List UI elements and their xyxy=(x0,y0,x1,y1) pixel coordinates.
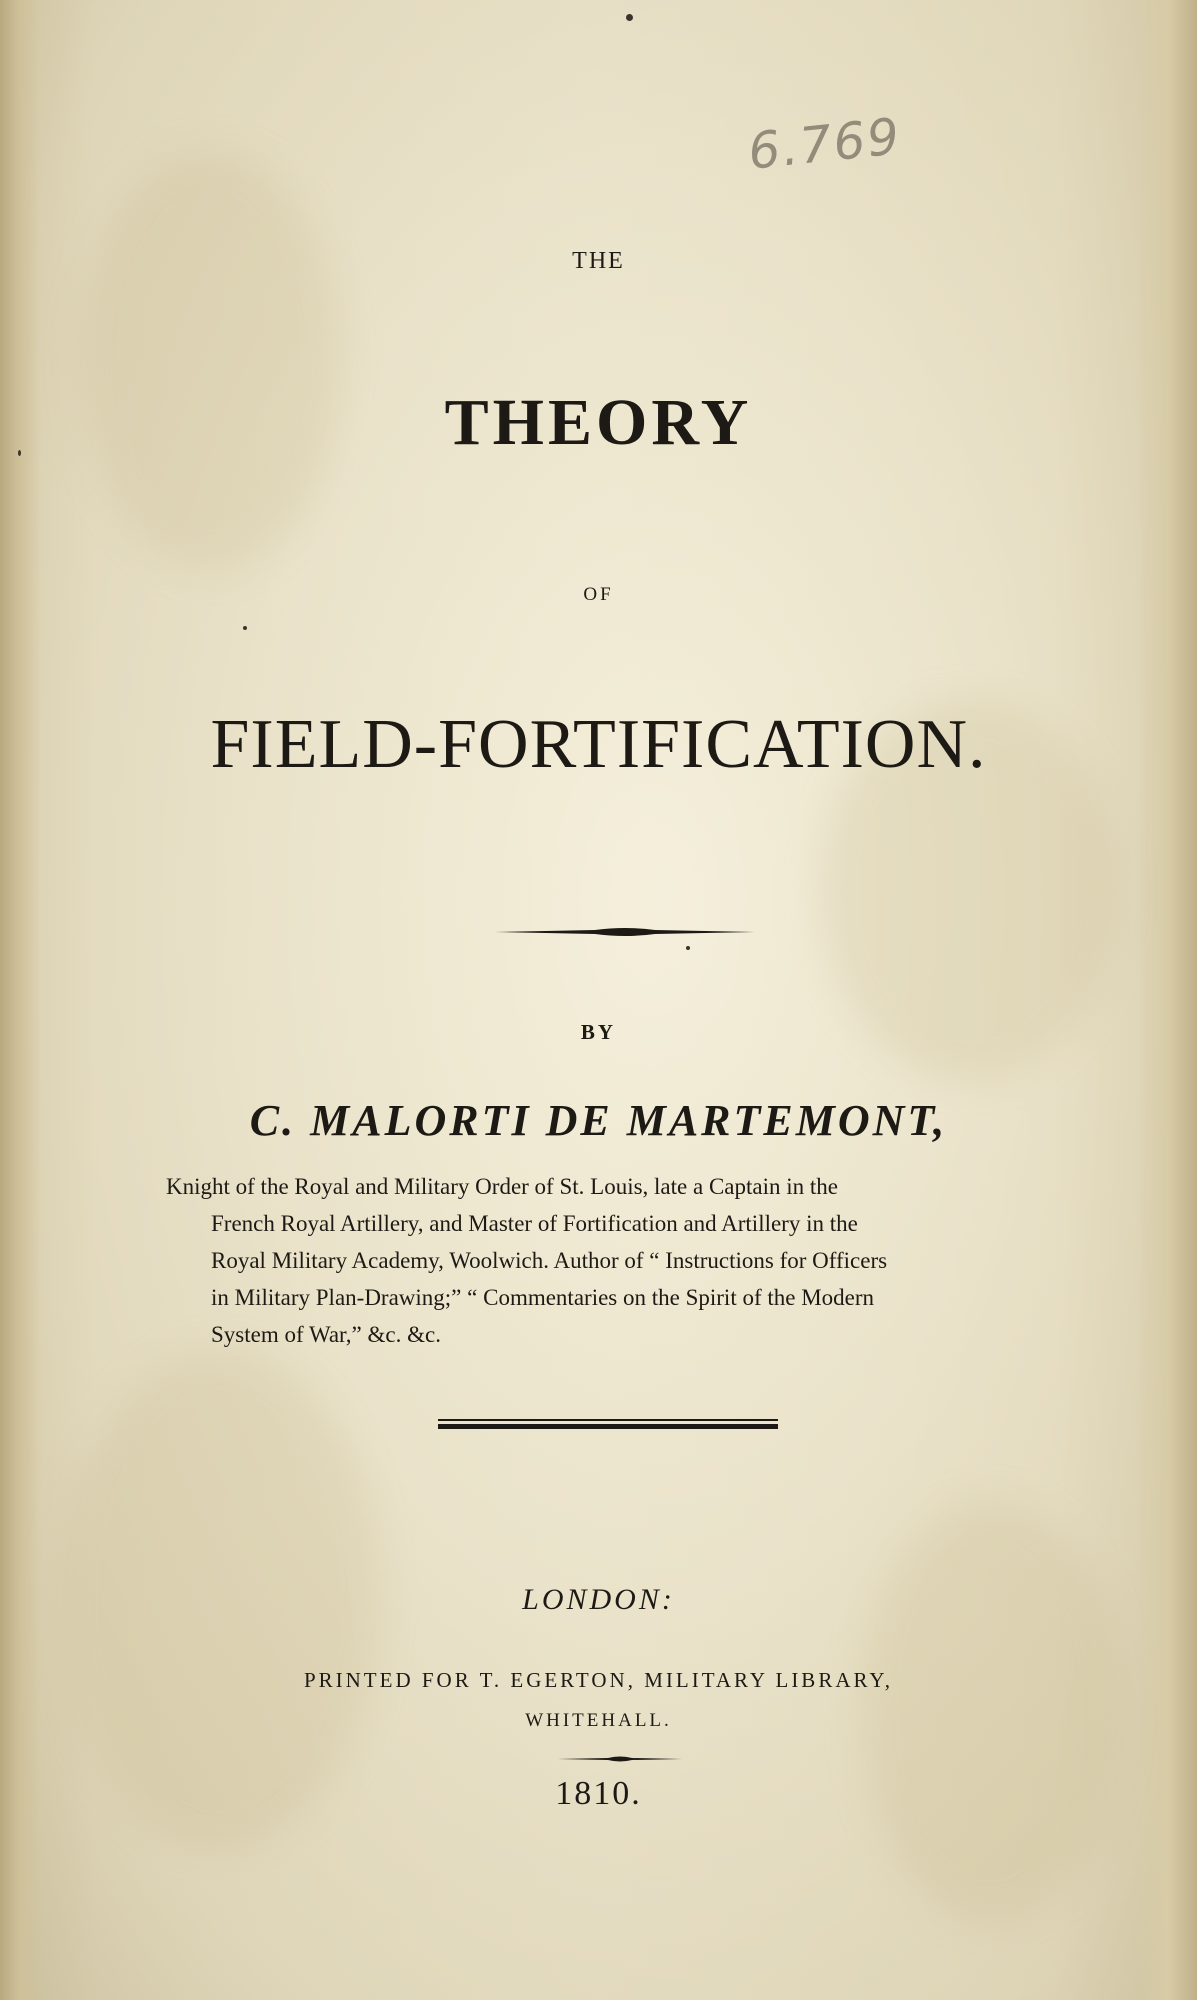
ink-speck xyxy=(626,14,633,21)
by-line: BY xyxy=(580,1020,617,1044)
imprint-year: 1810. xyxy=(555,1775,642,1812)
description-line: French Royal Artillery, and Master of Fortification and Artillery in the xyxy=(211,1211,858,1236)
ornamental-rule-bottom xyxy=(558,1755,682,1763)
imprint-city: LONDON: xyxy=(522,1583,675,1616)
paper-stain xyxy=(80,150,340,570)
description-line: System of War,” &c. &c. xyxy=(211,1322,441,1347)
description-line: in Military Plan-Drawing;” “ Commentaries on the Spirit of the Modern xyxy=(211,1285,875,1310)
imprint-printer: PRINTED FOR T. EGERTON, MILITARY LIBRARY, xyxy=(303,1668,894,1692)
handwritten-shelfmark: 6.769 xyxy=(745,107,904,181)
ink-speck xyxy=(243,626,247,630)
page-left-edge xyxy=(0,0,40,2000)
page-right-edge xyxy=(1137,0,1197,2000)
ornamental-rule-top xyxy=(495,925,755,939)
title-the: THE xyxy=(572,248,625,274)
ink-speck xyxy=(686,946,690,950)
imprint-address: WHITEHALL. xyxy=(525,1710,672,1731)
title-of: OF xyxy=(583,584,614,605)
author-description xyxy=(166,1168,1066,1353)
ink-speck xyxy=(18,450,21,456)
double-rule xyxy=(438,1418,778,1432)
title-main: FIELD-FORTIFICATION. xyxy=(210,706,987,783)
title-theory: THEORY xyxy=(444,386,753,459)
author-name: C. MALORTI DE MARTEMONT, xyxy=(249,1096,948,1145)
description-line: Knight of the Royal and Military Order of St. Louis, late a Captain in the xyxy=(166,1174,838,1199)
description-line: Royal Military Academy, Woolwich. Author of “ Instructions for Officers xyxy=(211,1248,888,1273)
